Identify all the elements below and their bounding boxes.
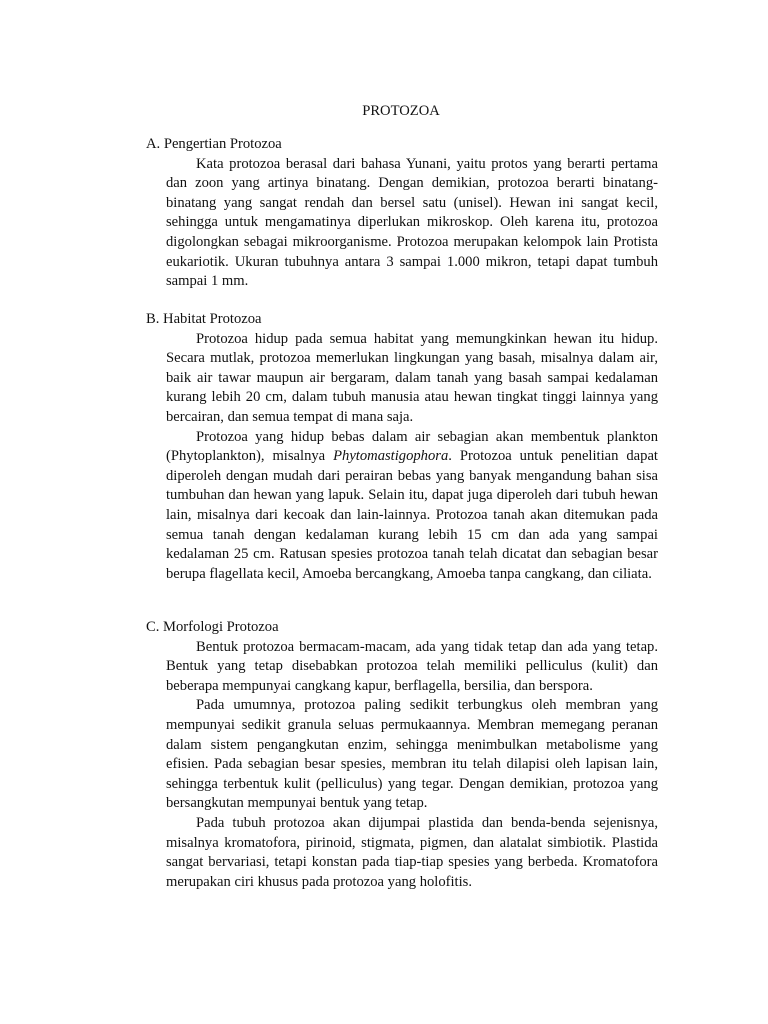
document-title: PROTOZOA <box>362 103 440 119</box>
section-heading: C. Morfologi Protozoa <box>146 619 279 635</box>
section-habitat <box>146 310 658 584</box>
paragraph: Protozoa hidup pada semua habitat yang memungkinkan hewan itu hidup. Secara mutlak, protozoa memerlukan lingkungan yang basah, misalnya dalam air, baik air tawar maupun air bergaram, dalam tanah yang basah sampai kedalaman kurang lebih 20 cm, dalam tubuh manusia atau hewan tingkat tinggi lainnya yang bercairan, dan semua tempat di mana saja. <box>166 330 658 425</box>
paragraph: Kata protozoa berasal dari bahasa Yunani, yaitu protos yang berarti pertama dan zoon yang artinya binatang. Dengan demikian, protozoa berarti binatang-binatang yang sangat rendah dan bersel satu (unisel). Hewan ini sangat kecil, sehingga untuk mengamatinya diperlukan mikroskop. Oleh karena itu, protozoa digolongkan sebagai mikroorganisme. Protozoa merupakan kelompok lain Protista eukariotik. Ukuran tubuhnya antara 3 sampai 1.000 mikron, tetapi dapat tumbuh sampai 1 mm. <box>166 155 658 290</box>
paragraph: Pada umumnya, protozoa paling sedikit terbungkus oleh membran yang mempunyai sedikit granula seluas permukaannya. Membran memegang peranan dalam sistem pengangkutan enzim, sehingga menimbulkan metabolisme yang efisien. Pada sebagian besar spesies, membran itu telah dilapisi oleh lapisan lain, sehingga terbentuk kulit (pelliculus) yang tegar. Dengan demikian, protozoa yang bersangkutan mempunyai bentuk yang tetap. <box>166 697 658 812</box>
text-run: Protozoa yang hidup bebas dalam air sebagian akan membentuk plankton (Phytoplankton), misalnya <box>166 428 658 465</box>
paragraph: Pada tubuh protozoa akan dijumpai plastida dan benda-benda sejenisnya, misalnya kromatofora, pirinoid, stigmata, pigmen, dan alatalat simbiotik. Plastida sangat bervariasi, tetapi konstan pada tiap-tiap spesies yang berbeda. Kromatofora merupakan ciri khusus pada protozoa yang holofitis. <box>166 814 658 890</box>
text-run: . Protozoa untuk penelitian dapat diperoleh dengan mudah dari perairan bebas yang banyak mengandung bahan sisa tumbuhan dan hewan yang lapuk. Selain itu, dapat juga diperoleh dari tubuh hewan lain, misalnya dari kecoak dan lain-lainnya. Protozoa tanah akan ditemukan pada semua tanah dengan kedalaman kurang lebih 15 cm dan ada yang sampai kedalaman 25 cm. Ratusan spesies protozoa tanah telah dicatat dan sebagian besar berupa flagellata kecil, Amoeba bercangkang, Amoeba tanpa cangkang, dan ciliata. <box>166 448 658 582</box>
section-morfologi <box>146 618 658 892</box>
section-pengertian <box>146 135 658 292</box>
paragraph-with-italic <box>166 428 658 585</box>
italic-term: Phytomastigophora <box>333 448 449 465</box>
section-heading: A. Pengertian Protozoa <box>146 136 282 152</box>
section-heading: B. Habitat Protozoa <box>146 311 262 327</box>
paragraph: Bentuk protozoa bermacam-macam, ada yang tidak tetap dan ada yang tetap. Bentuk yang tetap disebabkan protozoa telah memiliki pelliculus (kulit) dan beberapa mempunyai cangkang kapur, berflagella, bersilia, dan berspora. <box>166 638 658 694</box>
